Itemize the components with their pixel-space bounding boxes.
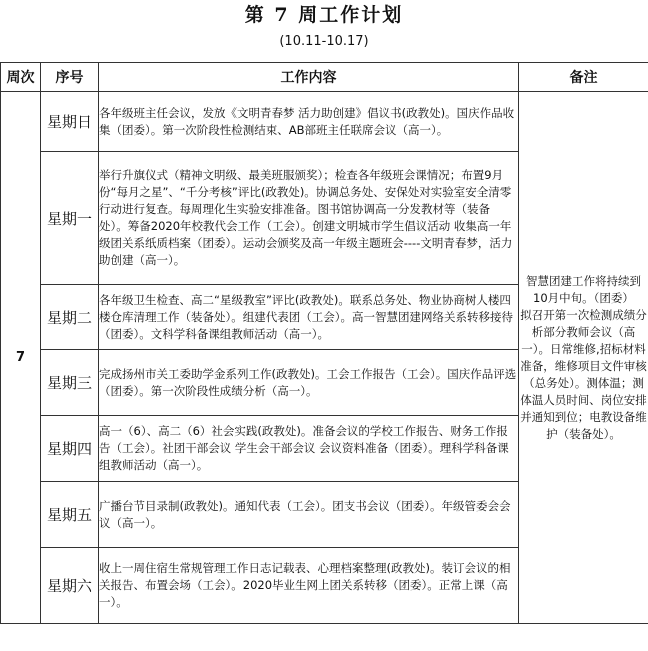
column-header-content: 工作内容: [99, 63, 519, 92]
column-header-notes: 备注: [519, 63, 648, 92]
day-label: 星期日: [41, 92, 99, 152]
work-content: 完成扬州市关工委助学金系列工作(政教处)。工会工作报告（工会）。国庆作品评选（团委）。第一次阶段性成绩分析（高一）。: [99, 350, 519, 416]
note-item: 智慧团建工作将持续到10月中旬。（团委）: [526, 273, 641, 305]
notes-cell: [519, 92, 648, 624]
day-label: 星期三: [41, 350, 99, 416]
work-content: 各年级卫生检查、高二“星级教室”评比(政教处)。联系总务处、物业协商树人楼四楼仓库清理工作（装备处）。组建代表团（工会）。高一智慧团建网络关系转移接待（团委）。文科学科备课组教师活动（高一）。: [99, 285, 519, 350]
day-label: 星期六: [41, 548, 99, 624]
page-title: 第 7 周工作计划: [244, 4, 404, 26]
column-header-week: 周次: [1, 63, 41, 92]
day-label: 星期二: [41, 285, 99, 350]
table-row: [1, 92, 648, 152]
week-number: 7: [1, 92, 41, 624]
work-content: 收上一周住宿生常规管理工作日志记载表、心理档案整理(政教处)。装订会议的相关报告、布置会场（工会）。2020毕业生网上团关系转移（团委）。正常上课（高一）。: [99, 548, 519, 624]
day-label: 星期一: [41, 152, 99, 285]
column-header-day: 序号: [41, 63, 99, 92]
work-content: 广播台节目录制(政教处)。通知代表（工会）。团支书会议（团委）。年级管委会会议（高一）。: [99, 482, 519, 548]
note-item: 拟召开第一次检测成绩分析部分教师会议（高一）。日常维修,招标材料准备，维修项目文件审核（总务处）。测体温；测体温人员时间、岗位安排并通知到位；电教设备维护（装备处）。: [520, 307, 647, 441]
work-plan-table: [0, 62, 648, 624]
work-content: 举行升旗仪式（精神文明级、最美班服颁奖）；检查各年级班会课情况；布置9月份“每月之星”、“千分考核”评比(政教处)。协调总务处、安保处对实验室安全清零行动进行复查。每周理化生实验安排准备。图书馆协调高一分发教材等（装备处）。筹备2020年校教代会工作（工会）。创建文明城市学生倡议活动 收集高一年级团关系纸质档案（团委）。运动会颁奖及高一年级主题班会----文明青春梦，活力助创建（高一）。: [99, 152, 519, 285]
date-range: (10.11-10.17): [279, 34, 369, 49]
work-content: 高一（6）、高二（6）社会实践(政教处)。准备会议的学校工作报告、财务工作报告（工会）。社团干部会议 学生会干部会议 会议资料准备（团委）。理科学科备课组教师活动（高一）。: [99, 416, 519, 482]
work-content: 各年级班主任会议，发放《文明青春梦 活力助创建》倡议书(政教处)。国庆作品收集（团委）。第一次阶段性检测结束、AB部班主任联席会议（高一）。: [99, 92, 519, 152]
day-label: 星期四: [41, 416, 99, 482]
table-header-row: [1, 63, 648, 92]
day-label: 星期五: [41, 482, 99, 548]
